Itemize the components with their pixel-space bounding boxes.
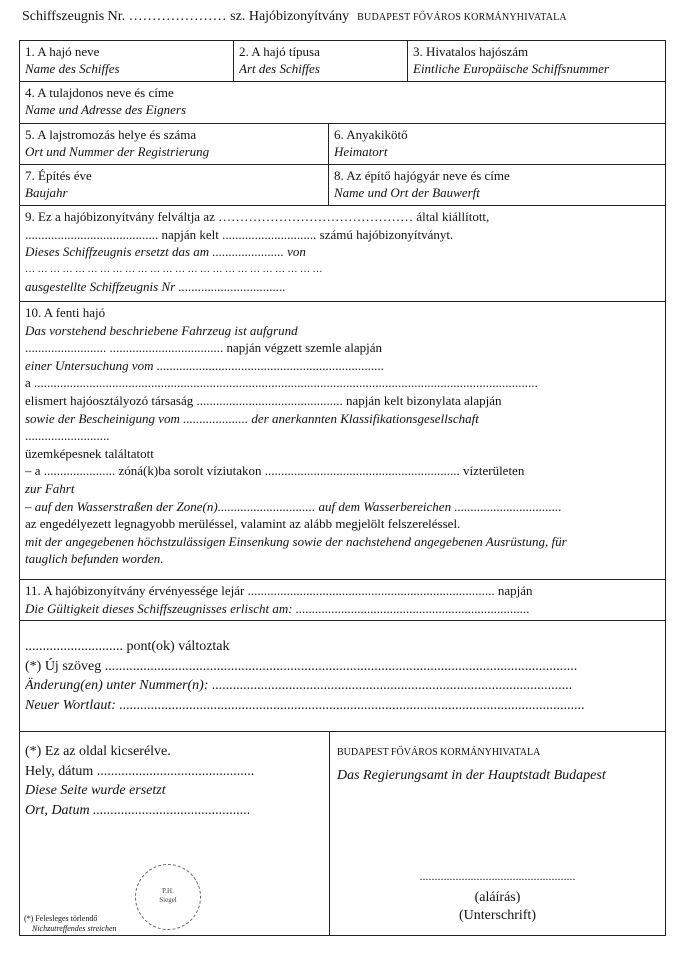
s10-line-7: sowie der Bescheinigung vom .................... der anerkannten Klassifikationsgesellschaft [25, 410, 479, 426]
field-build-year [20, 165, 328, 205]
section-11 [20, 580, 665, 621]
certificate-form [19, 40, 666, 936]
s10-line-6: elismert hajóosztályozó társaság ............................................. napján kelt bizonylata alapján [25, 392, 502, 408]
row-1 [20, 41, 665, 82]
field-shipyard-de: Name und Ort der Bauwerft [334, 185, 480, 200]
field-home-port-hu: 6. Anyakikötő [334, 127, 408, 142]
field-owner-hu: 4. A tulajdonos neve és címe [25, 85, 174, 100]
s9-line-2: ......................................... napján kelt ............................. számú hajóbizonyítványt. [25, 226, 454, 242]
changes-line-3: Änderung(en) unter Nummer(n): ....................................................................................................... [25, 678, 573, 693]
s9-line-5: ausgestellte Schiffzeugnis Nr ................................. [25, 279, 286, 295]
field-build-year-hu: 7. Építés éve [25, 168, 92, 183]
s11-line-1: 11. A hajóbizonyítvány érvényessége lejár ............................................................................ napján [25, 583, 533, 598]
field-home-port-de: Heimatort [334, 144, 388, 159]
s10-line-9: üzemképesnek találtatott [25, 445, 154, 461]
authority-title: BUDAPEST FŐVÁROS KORMÁNYHIVATALA [337, 747, 541, 758]
page-header [22, 9, 667, 25]
s10-line-4: einer Untersuchung vom ...................................................................... [25, 357, 385, 373]
s10-line-12: – auf den Wasserstraßen der Zone(n).............................. auf dem Wasserbereichen ................................. [25, 498, 562, 514]
changes-line-1: ............................ pont(ok) változtak [25, 639, 230, 654]
field-ship-name-hu: 1. A hajó neve [25, 44, 100, 59]
s10-line-15: tauglich befunden worden. [25, 551, 164, 567]
s9-line-4: … … … … … … … … … … … … … … … … … … … … … … … … [25, 263, 323, 275]
row-4 [20, 165, 665, 206]
seal-stamp [135, 864, 201, 930]
s10-line-10: – a ...................... zóná(k)ba sorolt víziutakon ............................................................ vízterületen [25, 463, 525, 479]
footnote-de: Nichzutreffendes streichen [32, 924, 117, 933]
header-title: Schiffszeugnis Nr. ………………… sz. Hajóbizonyítvány [22, 9, 350, 24]
s10-line-13: az engedélyezett legnagyobb merüléssel, valamint az alább megjelölt felszereléssel. [25, 516, 461, 532]
field-registration [20, 124, 328, 164]
stamp-text-2: Siegel [159, 896, 177, 904]
s10-line-11: zur Fahrt [25, 480, 75, 496]
field-registration-de: Ort und Nummer der Registrierung [25, 144, 210, 159]
footnote [24, 914, 117, 934]
replaced-line-3: Diese Seite wurde ersetzt [25, 783, 166, 798]
replaced-line-4: Ort, Datum ............................................. [25, 802, 251, 818]
signature-label-de: (Unterschrift) [459, 908, 536, 923]
changes-line-4: Neuer Wortlaut: ..................................................................................................................................... [25, 697, 585, 713]
replaced-line-2: Hely, dátum ............................................. [25, 763, 255, 779]
bottom-area [20, 732, 665, 935]
field-ship-number-hu: 3. Hivatalos hajószám [413, 44, 529, 59]
field-shipyard-hu: 8. Az építő hajógyár neve és címe [334, 168, 510, 183]
s10-line-14: mit der angegebenen höchstzulässigen Einsenkung sowie der nachstehend angegebenen Ausrüstung, für [25, 533, 567, 549]
field-owner-de: Name und Adresse des Eigners [25, 102, 187, 117]
section-9 [20, 206, 665, 302]
footnote-hu: (*) Felesleges törlendő [24, 914, 98, 923]
field-ship-type-hu: 2. A hajó típusa [239, 44, 320, 59]
s11-line-2: Die Gültigkeit dieses Schiffszeugnisses erlischt am: ........................................................................ [25, 600, 530, 616]
field-ship-name-de: Name des Schiffes [25, 61, 120, 76]
s10-line-8: .......................... [25, 428, 110, 444]
s10-line-1: 10. A fenti hajó [25, 305, 106, 320]
header-authority: BUDAPEST FŐVÁROS KORMÁNYHIVATALA [357, 12, 567, 23]
authority-block [329, 732, 665, 935]
row-3 [20, 124, 665, 165]
s9-line-3: Dieses Schiffzeugnis ersetzt das am ...................... von [25, 244, 306, 260]
s10-line-5: a ........................................................................................................................................................... [25, 375, 538, 391]
field-ship-name [20, 41, 233, 81]
field-ship-type [233, 41, 407, 81]
changes-section [20, 621, 665, 732]
field-shipyard [328, 165, 665, 205]
section-10 [20, 302, 665, 580]
signature-line: .................................................... [419, 869, 576, 883]
field-ship-number-de: Eintliche Europäische Schiffsnummer [413, 61, 609, 76]
page-replaced-block [20, 732, 329, 935]
stamp-text-1: P.H. [162, 887, 174, 895]
field-build-year-de: Baujahr [25, 185, 68, 200]
s9-line-1: 9. Ez a hajóbizonyítvány felváltja az ……………………………………… által kiállított, [25, 209, 490, 224]
changes-line-2: (*) Új szöveg ....................................................................................................................................... [25, 658, 578, 674]
authority-name-de: Das Regierungsamt in der Hauptstadt Budapest [337, 768, 606, 783]
s10-line-2: Das vorstehend beschriebene Fahrzeug ist aufgrund [25, 322, 298, 338]
row-2 [20, 82, 665, 124]
field-ship-number [407, 41, 665, 81]
field-ship-type-de: Art des Schiffes [239, 61, 320, 76]
s10-line-3: ......................... ................................... napján végzett szemle alapján [25, 340, 383, 356]
replaced-line-1: (*) Ez az oldal kicserélve. [25, 744, 171, 759]
field-owner [20, 82, 665, 123]
signature-label-hu: (aláírás) [474, 890, 521, 905]
field-home-port [328, 124, 665, 164]
field-registration-hu: 5. A lajstromozás helye és száma [25, 127, 197, 142]
